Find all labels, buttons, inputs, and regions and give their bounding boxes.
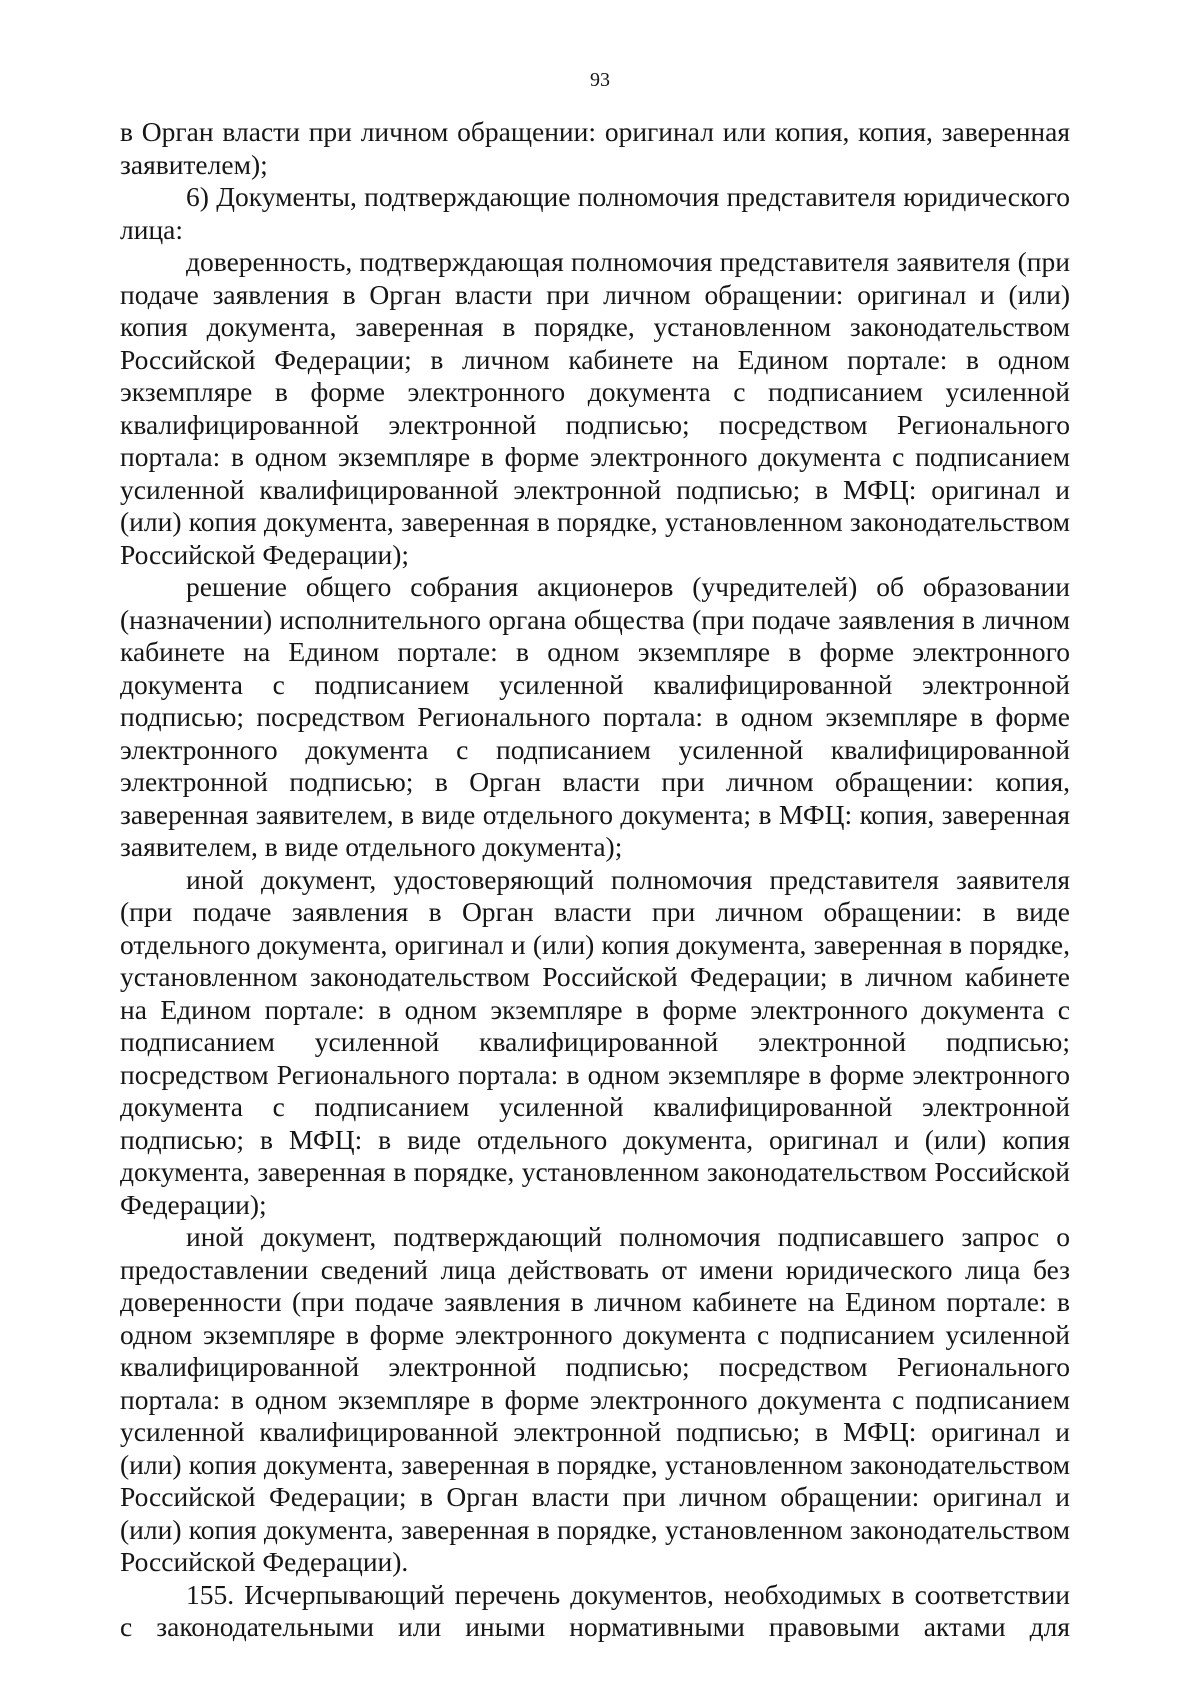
document-body <box>120 116 1070 1644</box>
paragraph-other-document-confirming: иной документ, подтверждающий полномочия подписавшего запрос о предоставлении сведений лица действовать от имени юридического лица без доверенности (при подаче заявления в личном кабинете на Едином портале: в одном экземпляре в форме электронного документа с подписанием усиленной квалифицированной электронной подписью; посредством Регионального портала: в одном экземпляре в форме электронного документа с подписанием усиленной квалифицированной электронной подписью; в МФЦ: оригинал и (или) копия документа, заверенная в порядке, установленном законодательством Российской Федерации; в Орган власти при личном обращении: оригинал и (или) копия документа, заверенная в порядке, установленном законодательством Российской Федерации). <box>120 1221 1070 1577</box>
paragraph-other-document-certifying: иной документ, удостоверяющий полномочия представителя заявителя (при подаче заявления в Орган власти при личном обращении: в виде отдельного документа, оригинал и (или) копия документа, заверенная в порядке, установленном законодательством Российской Федерации; в личном кабинете на Едином портале: в одном экземпляре в форме электронного документа с подписанием усиленной квалифицированной электронной подписью; посредством Регионального портала: в одном экземпляре в форме электронного документа с подписанием усиленной квалифицированной электронной подписью; в МФЦ: в виде отдельного документа, оригинал и (или) копия документа, заверенная в порядке, установленном законодательством Российской Федерации); <box>120 863 1070 1220</box>
paragraph-item-155: 155. Исчерпывающий перечень документов, необходимых в соответствии с законодательными или иными нормативными правовыми актами для <box>120 1578 1070 1642</box>
page-number: 93 <box>590 69 610 91</box>
paragraph-power-of-attorney: доверенность, подтверждающая полномочия представителя заявителя (при подаче заявления в Орган власти при личном обращении: оригинал и (или) копия документа, заверенная в порядке, установленном законодательством Российской Федерации; в личном кабинете на Едином портале: в одном экземпляре в форме электронного документа с подписанием усиленной квалифицированной электронной подписью; посредством Регионального портала: в одном экземпляре в форме электронного документа с подписанием усиленной квалифицированной электронной подписью; в МФЦ: оригинал и (или) копия документа, заверенная в порядке, установленном законодательством Российской Федерации); <box>120 246 1070 570</box>
paragraph-shareholders-decision: решение общего собрания акционеров (учредителей) об образовании (назначении) исполнительного органа общества (при подаче заявления в личном кабинете на Едином портале: в одном экземпляре в форме электронного документа с подписанием усиленной квалифицированной электронной подписью; посредством Регионального портала: в одном экземпляре в форме электронного документа с подписанием усиленной квалифицированной электронной подписью; в Орган власти при личном обращении: копия, заверенная заявителем, в виде отдельного документа; в МФЦ: копия, заверенная заявителем, в виде отдельного документа); <box>120 571 1070 862</box>
paragraph-continuation: в Орган власти при личном обращении: оригинал или копия, копия, заверенная заявителем); <box>120 116 1070 180</box>
paragraph-item-6-heading: 6) Документы, подтверждающие полномочия представителя юридического лица: <box>120 181 1070 245</box>
